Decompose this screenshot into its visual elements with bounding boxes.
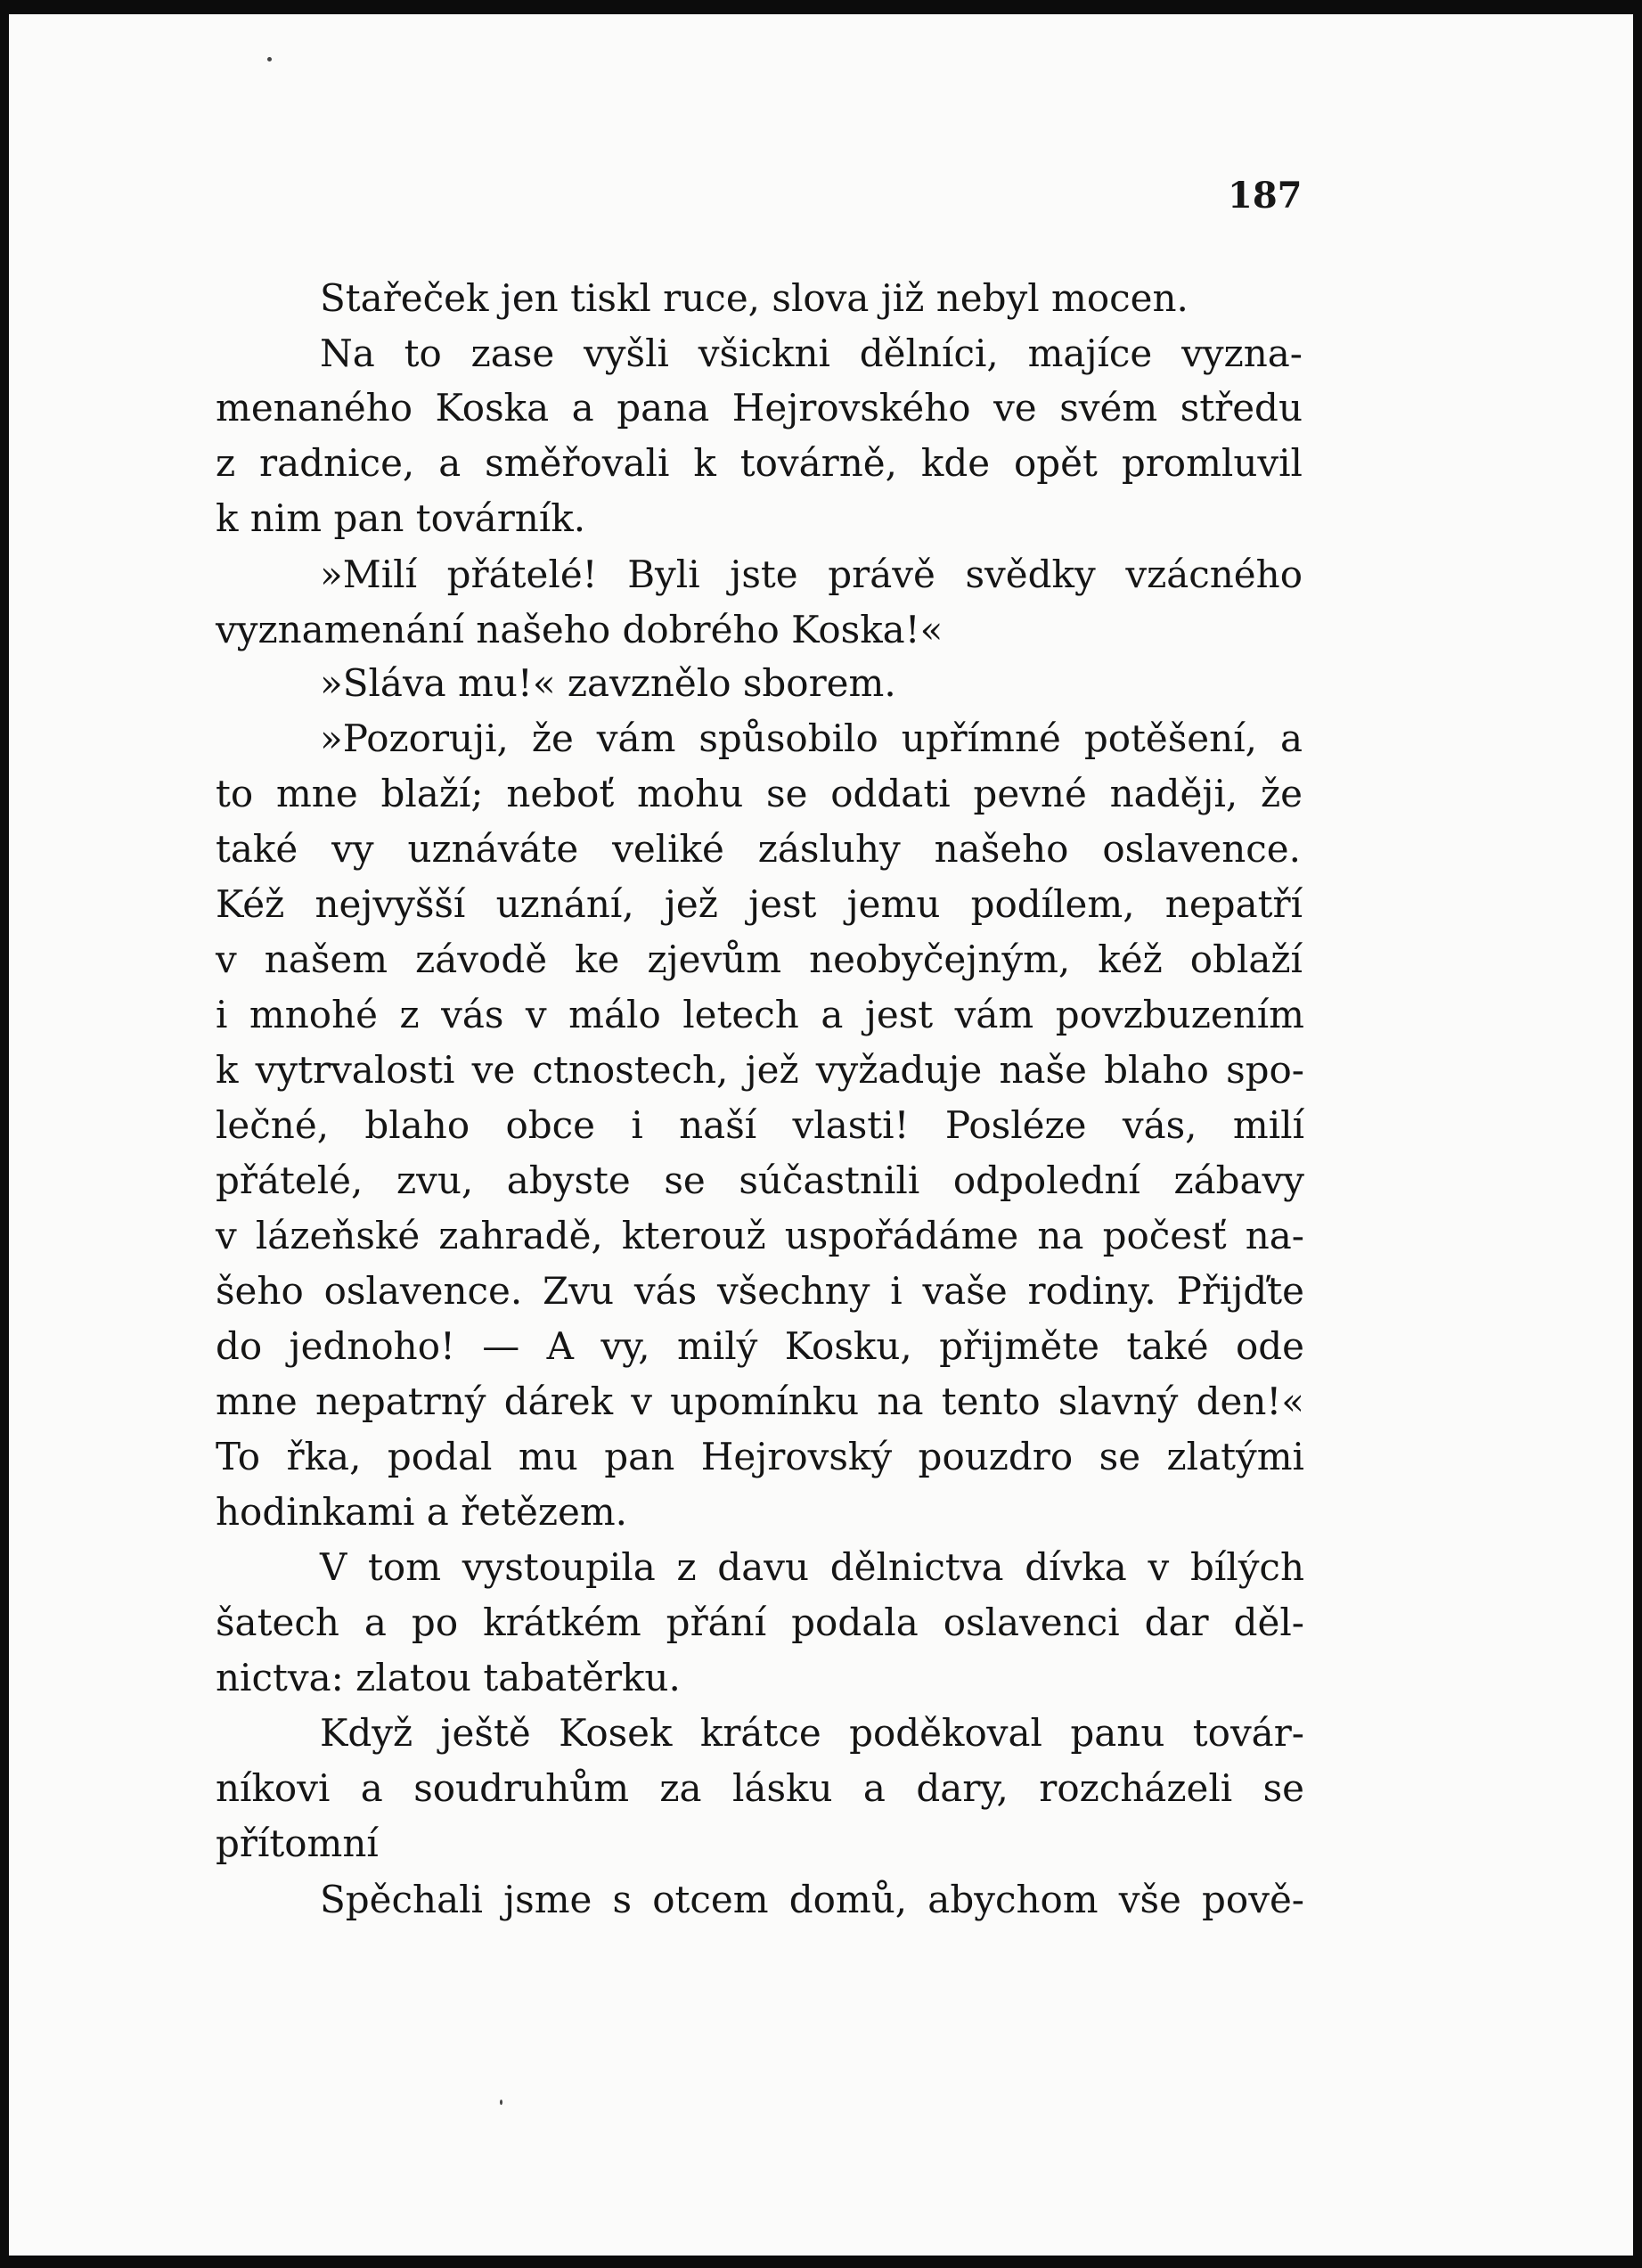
text-line: to mne blaží; neboť mohu se oddati pevné naději, že <box>216 772 1303 815</box>
text-line: Stařeček jen tiskl ruce, slova již nebyl mocen. <box>320 276 1189 320</box>
scan-speck <box>500 2100 502 2105</box>
text-line: k nim pan továrník. <box>216 496 586 540</box>
text-line: šatech a po krátkém přání podala oslavenci dar děl- <box>216 1601 1304 1644</box>
text-line: lečné, blaho obce i naší vlasti! Posléze vás, milí <box>216 1103 1304 1147</box>
book-page <box>9 14 1633 2256</box>
text-line: v našem závodě ke zjevům neobyčejným, kéž oblaží <box>216 937 1303 981</box>
text-line: také vy uznáváte veliké zásluhy našeho oslavence. <box>216 827 1301 871</box>
text-line: »Sláva mu!« zavznělo sborem. <box>320 661 896 705</box>
text-line: To řka, podal mu pan Hejrovský pouzdro se zlatými <box>216 1435 1304 1478</box>
text-line: z radnice, a směřovali k továrně, kde opět promluvil <box>216 441 1303 485</box>
scan-speck <box>267 57 272 61</box>
text-line: Na to zase vyšli všickni dělníci, majíce vyzna- <box>320 332 1303 375</box>
text-line: menaného Koska a pana Hejrovského ve svém středu <box>216 386 1303 430</box>
text-line: nictva: zlatou tabatěrku. <box>216 1656 681 1699</box>
text-line: přátelé, zvu, abyste se súčastnili odpolední zábavy <box>216 1159 1304 1202</box>
text-line: V tom vystoupila z davu dělnictva dívka v bílých <box>320 1545 1304 1589</box>
text-line: »Milí přátelé! Byli jste právě svědky vzácného <box>320 553 1303 596</box>
page-number: 187 <box>1228 175 1303 217</box>
text-line: Když ještě Kosek krátce poděkoval panu továr- <box>320 1711 1304 1755</box>
text-line: i mnohé z vás v málo letech a jest vám povzbuzením <box>216 993 1304 1036</box>
text-line: níkovi a soudruhům za lásku a dary, rozcházeli se <box>216 1766 1304 1810</box>
text-line: Kéž nejvyšší uznání, jež jest jemu podílem, nepatří <box>216 882 1303 926</box>
text-line: hodinkami a řetězem. <box>216 1490 628 1534</box>
text-line: do jednoho! — A vy, milý Kosku, přijměte také ode <box>216 1324 1304 1368</box>
text-line: k vytrvalosti ve ctnostech, jež vyžaduje naše blaho spo- <box>216 1048 1304 1092</box>
text-line: v lázeňské zahradě, kterouž uspořádáme na počesť na- <box>216 1214 1304 1257</box>
text-line: přítomní <box>216 1822 379 1865</box>
text-line: vyznamenání našeho dobrého Koska!« <box>216 608 944 651</box>
text-line: mne nepatrný dárek v upomínku na tento slavný den!« <box>216 1380 1304 1423</box>
text-line: »Pozoruji, že vám spůsobilo upřímné potěšení, a <box>320 716 1303 760</box>
text-line: šeho oslavence. Zvu vás všechny i vaše rodiny. Přijďte <box>216 1269 1304 1313</box>
text-line: Spěchali jsme s otcem domů, abychom vše pově- <box>320 1878 1304 1921</box>
